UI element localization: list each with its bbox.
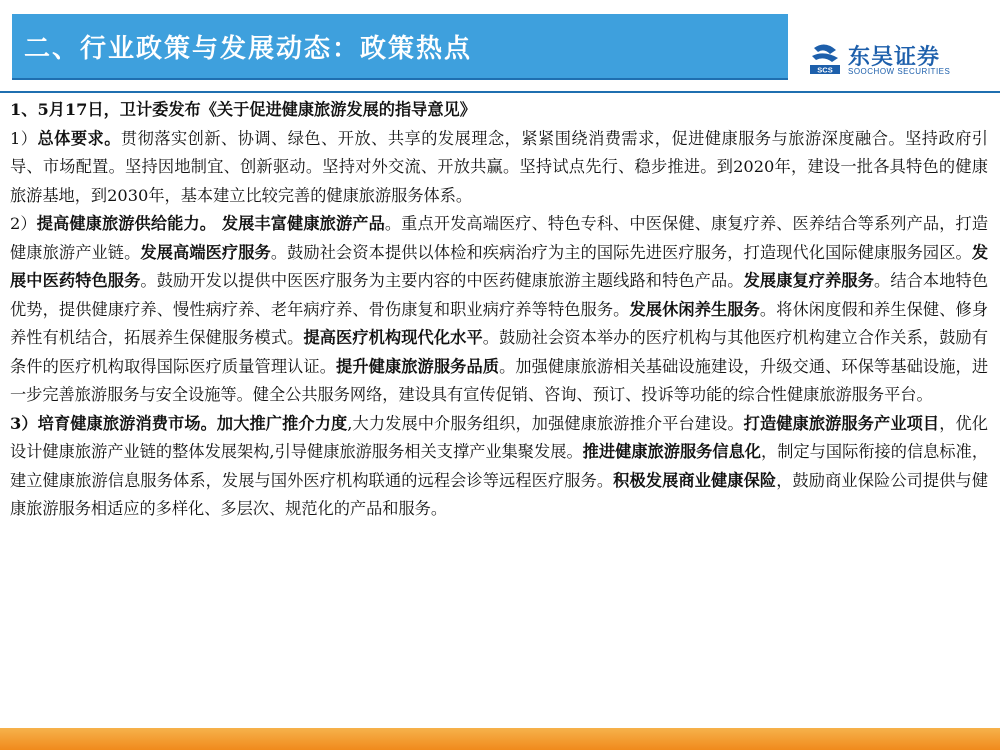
header-divider <box>0 91 1000 93</box>
paragraph-consumer-market: 3）培育健康旅游消费市场。加大推广推介力度,大力发展中介服务组织，加强健康旅游推介平台建设。打造健康旅游服务产业项目，优化设计健康旅游产业链的整体发展架构,引导健康旅游服务相关支撑产业集聚发展。推进健康旅游服务信息化，制定与国际衔接的信息标准，建立健康旅游信息服务体系，发展与国外医疗机构联通的远程会诊等远程医疗服务。积极发展商业健康保险，鼓励商业保险公司提供与健康旅游服务相适应的多样化、多层次、规范化的产品和服务。 <box>10 413 989 518</box>
logo-english-name: SOOCHOW SECURITIES <box>848 67 951 76</box>
section-heading: 1、5月17日，卫计委发布《关于促进健康旅游发展的指导意见》 <box>10 100 476 119</box>
soochow-logo-icon <box>808 42 842 76</box>
main-content <box>10 96 988 524</box>
footer-bar <box>0 728 1000 750</box>
brand-logo <box>808 40 988 84</box>
title-bar <box>12 14 788 80</box>
paragraph-supply-capacity: 2）提高健康旅游供给能力。 发展丰富健康旅游产品。重点开发高端医疗、特色专科、中医保健、康复疗养、医养结合等系列产品，打造健康旅游产业链。发展高端医疗服务。鼓励社会资本提供以体检和疾病治疗为主的国际先进医疗服务，打造现代化国际健康服务园区。发展中医药特色服务。鼓励开发以提供中医医疗服务为主要内容的中医药健康旅游主题线路和特色产品。发展康复疗养服务。结合本地特色优势，提供健康疗养、慢性病疗养、老年病疗养、骨伤康复和职业病疗养等特色服务。发展休闲养生服务。将休闲度假和养生保健、修身养性有机结合，拓展养生保健服务模式。提高医疗机构现代化水平。鼓励社会资本举办的医疗机构与其他医疗机构建立合作关系，鼓励有条件的医疗机构取得国际医疗质量管理认证。提升健康旅游服务品质。加强健康旅游相关基础设施建设，升级交通、环保等基础设施，进一步完善旅游服务与安全设施等。健全公共服务网络，建设具有宣传促销、咨询、预订、投诉等功能的综合性健康旅游服务平台。 <box>10 214 989 404</box>
paragraph-general-requirements: 1）总体要求。贯彻落实创新、协调、绿色、开放、共享的发展理念，紧紧围绕消费需求，促进健康服务与旅游深度融合。坚持政府引导、市场配置。坚持因地制宜、创新驱动。坚持对外交流、开放共赢。坚持试点先行、稳步推进。到2020年，建设一批各具特色的健康旅游基地，到2030年，基本建立比较完善的健康旅游服务体系。 <box>10 128 988 205</box>
logo-chinese-name: 东吴证券 <box>848 45 941 70</box>
logo-mark-text: SCS <box>817 65 833 75</box>
page-title: 二、行业政策与发展动态：政策热点 <box>24 33 473 64</box>
